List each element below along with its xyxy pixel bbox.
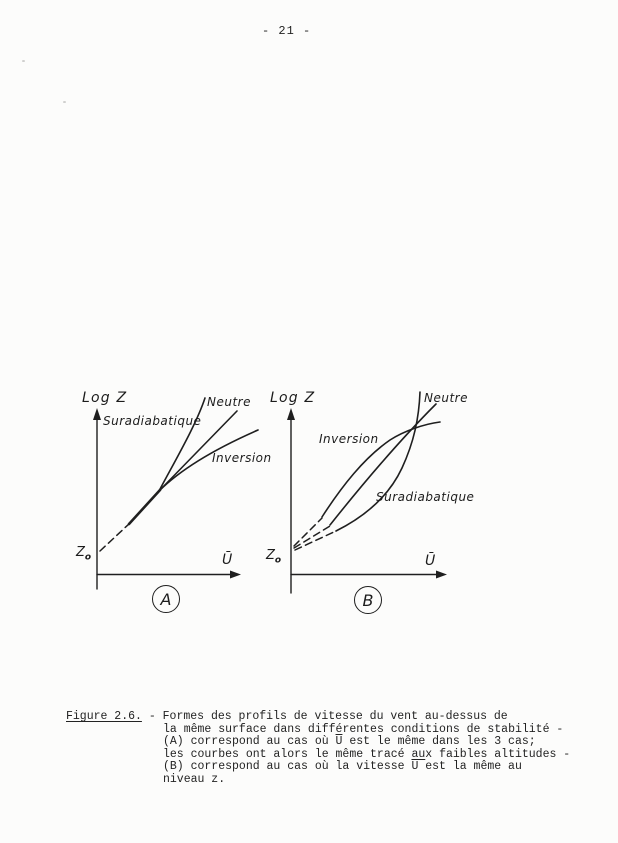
a-label-neutre: Neutre bbox=[207, 395, 251, 409]
a-origin-main: Z bbox=[76, 545, 85, 560]
b-origin-label bbox=[266, 548, 281, 566]
b-label-neutre: Neutre bbox=[424, 391, 468, 405]
panel-a-badge bbox=[152, 585, 180, 613]
caption-text: les courbes ont alors le même tracé bbox=[163, 747, 412, 761]
b-y-axis-label: Log Z bbox=[270, 390, 316, 406]
caption-text: rentes conditions de stabilité - bbox=[342, 722, 564, 736]
caption-text: é bbox=[335, 722, 343, 736]
caption-text: Formes des profils de vitesse du vent au-dessus de bbox=[162, 710, 508, 723]
b-dashed-trace-neutre bbox=[294, 526, 330, 548]
a-curve-suradiabatique bbox=[159, 398, 205, 491]
caption-text: (B) correspond au cas où la vitesse Ū est la même au bbox=[163, 760, 522, 773]
a-dashed-trace bbox=[100, 523, 130, 551]
b-dashed-trace-suradiabatique bbox=[295, 531, 336, 550]
b-dashed-trace-inversion bbox=[294, 518, 322, 546]
a-label-suradiabatique: Suradiabatique bbox=[103, 414, 202, 428]
b-origin-sub: o bbox=[274, 555, 282, 566]
a-origin-sub: o bbox=[84, 552, 92, 563]
caption-text: la même surface dans diff bbox=[163, 722, 336, 736]
caption-separator: - bbox=[141, 710, 163, 723]
panel-b-badge bbox=[354, 586, 382, 614]
b-label-inversion: Inversion bbox=[319, 432, 379, 446]
b-x-axis-label: Ū bbox=[425, 553, 436, 569]
b-curve-suradiabatique bbox=[336, 392, 420, 531]
a-x-axis-arrowhead bbox=[230, 571, 241, 579]
a-label-inversion: Inversion bbox=[212, 451, 272, 465]
a-x-axis-label: Ū bbox=[222, 552, 233, 568]
page-number: - 21 - bbox=[262, 24, 312, 38]
a-y-axis-arrowhead bbox=[93, 408, 101, 420]
b-y-axis-arrowhead bbox=[287, 408, 295, 420]
caption-text: au bbox=[411, 747, 426, 761]
b-curve-neutre bbox=[330, 404, 436, 525]
a-common-trace bbox=[129, 490, 160, 524]
a-origin-label bbox=[76, 545, 91, 563]
caption-figure-label: Figure 2.6. bbox=[66, 710, 142, 723]
caption-text: (A) correspond au cas où Ū est le même dans les 3 cas; bbox=[163, 735, 536, 748]
b-label-suradiabatique: Suradiabatique bbox=[376, 490, 475, 504]
caption-line-first bbox=[163, 710, 508, 723]
b-x-axis-arrowhead bbox=[436, 571, 447, 579]
panel-b-badge-label: B bbox=[362, 590, 374, 610]
a-y-axis-label: Log Z bbox=[82, 390, 128, 406]
figure-caption bbox=[66, 711, 570, 786]
caption-line bbox=[163, 774, 570, 787]
caption-rest bbox=[66, 724, 570, 787]
caption-text: x faibles altitudes - bbox=[425, 747, 571, 761]
caption-text: niveau z. bbox=[163, 772, 226, 786]
panel-a-badge-label: A bbox=[160, 589, 172, 609]
b-origin-main: Z bbox=[266, 548, 275, 563]
